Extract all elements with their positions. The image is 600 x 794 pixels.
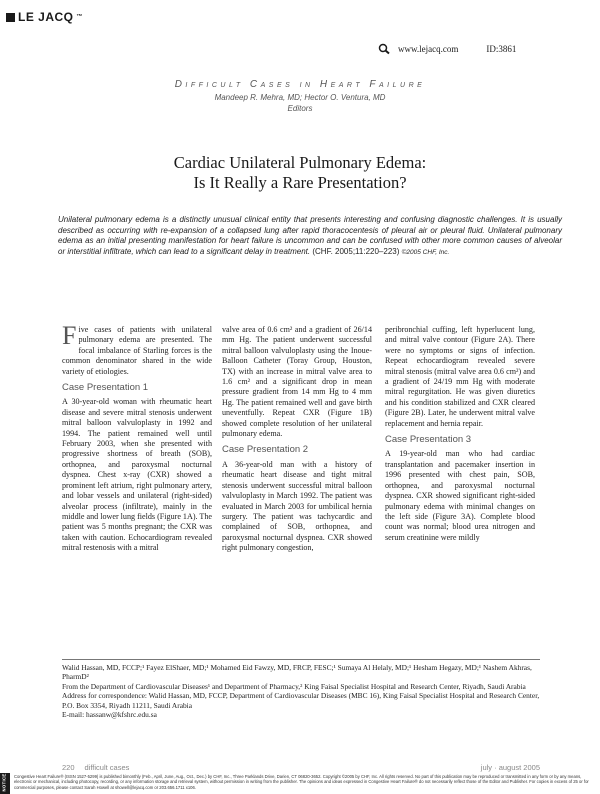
article-title-line2: Is It Really a Rare Presentation? bbox=[193, 173, 407, 192]
affiliation-from: From the Department of Cardiovascular Diseases¹ and Department of Pharmacy,² King Faisal Specialist Hospital and Research Center, Riyadh, Saudi Arabia bbox=[62, 681, 526, 691]
magnifier-icon bbox=[378, 43, 392, 55]
article-id: ID:3861 bbox=[486, 44, 517, 54]
publisher-logo bbox=[6, 10, 83, 24]
series-title: Difficult Cases in Heart Failure bbox=[174, 79, 426, 90]
notice-label-box bbox=[0, 773, 10, 794]
case2-text: A 36-year-old man with a history of rheumatic heart disease and tight mitral stenosis underwent successful mitral balloon valvuloplasty in March 1992. The patient was evaluated in March 2003 for umbilical hernia surgery. The patient was tachycardic and complained of SOB, orthopnea, and paroxysmal nocturnal dyspnea. CXR showed right pulmonary congestion, bbox=[222, 459, 372, 553]
body-column-2 bbox=[222, 325, 372, 554]
article-title bbox=[0, 153, 600, 193]
publisher-name: LE JACQ bbox=[18, 10, 74, 24]
abstract-citation: (CHF. 2005;11:220–223) bbox=[312, 246, 400, 256]
author-list: Walid Hassan, MD, FCCP;¹ Fayez ElShaer, MD;¹ Mohamed Eid Fawzy, MD, FRCP, FESC;¹ Sumaya Al Helaly, MD;¹ Hesham Hegazy, MD;¹ Nashem Akhras, PharmD² bbox=[62, 663, 532, 682]
series-editors-label: Editors bbox=[287, 104, 313, 113]
abstract-text: Unilateral pulmonary edema is a distinctly unusual clinical entity that presents interesting and confusing diagnostic challenges. It is usually described as occurring with re-expansion of a collapsed lung after rapid thoracocentesis of pleural air or pleural fluid. Unilateral pulmonary edema as an initial presenting manifestation for heart failure is uncommon and can be confused with other more common causes of alveolar or interstitial infiltrate, which can lead to a significant delay in treatment. bbox=[58, 215, 562, 256]
footer-section: difficult cases bbox=[84, 763, 130, 772]
case2-heading: Case Presentation 2 bbox=[222, 444, 309, 456]
series-header bbox=[0, 79, 600, 113]
affiliations bbox=[62, 659, 540, 719]
case2-continued: peribronchial cuffing, left hyperlucent lung, and mitral valve contour (Figure 2A). There were no symptoms or signs of infection. Repeat echocardiogram revealed severe mitral stenosis (mitral valve area 0.6 cm²) and a gradient of 24/19 mm Hg with moderate mitral regurgitation. He was given diuretics and his condition stabilized and CXR cleared (Figure 2B). Later, he underwent mitral valve replacement and hernia repair. bbox=[385, 325, 535, 428]
page-footer bbox=[62, 763, 540, 772]
series-editors: Mandeep R. Mehra, MD; Hector O. Ventura, MD bbox=[214, 93, 386, 102]
drop-cap: F bbox=[62, 321, 77, 350]
abstract bbox=[58, 215, 562, 258]
case1-continued: valve area of 0.6 cm² and a gradient of 26/14 mm Hg. The patient underwent successful mitral balloon valvuloplasty using the Inoue-Balloon Catheter (Toray Group, Houston, TX) with an increase in mitral valve area to 1.6 cm² and a significant drop in mean pressure gradient from 14 mm Hg to 4 mm Hg. The patient remained well and gave birth uneventfully. Repeat CXR (Figure 1B) showed complete resolution of her unilateral pulmonary edema. bbox=[222, 325, 372, 439]
intro-paragraph bbox=[62, 321, 212, 377]
header-meta bbox=[378, 43, 516, 55]
notice-label: NOTICE bbox=[1, 773, 7, 792]
case1-heading: Case Presentation 1 bbox=[62, 382, 149, 394]
trademark: ™ bbox=[76, 14, 84, 20]
logo-square-icon bbox=[6, 13, 15, 22]
case1-text: A 30-year-old woman with rheumatic heart disease and severe mitral stenosis underwent mitral balloon valvuloplasty in 1992 and 1994. The patient remained well until February 2003, when she presented with progressive shortness of breath (SOB), orthopnea, and paroxysmal nocturnal dyspnea. Chest x-ray (CXR) showed a prominent left atrium, right pulmonary artery, and lobar vessels and unilateral (right-sided) alveolar process (infiltrate), mainly in the middle and lower lung fields (Figure 1A). The patient was 5 months pregnant; the CXR was taken with caution. Echocardiogram revealed mitral restenosis with a mitral bbox=[62, 397, 213, 553]
case3-text: A 19-year-old man who had cardiac transplantation and pacemaker insertion in 1996 presented with chest pain, SOB, orthopnea, and paroxysmal nocturnal dyspnea. CXR showed significant right-sided pulmonary edema with minimal changes on the left side (Figure 3A). Complete blood count was normal; blood urea nitrogen and serum creatinine were mildly bbox=[385, 449, 535, 542]
correspondence-email[interactable]: E-mail: hassanw@kfshrc.edu.sa bbox=[62, 710, 157, 720]
correspondence-address: Address for correspondence: Walid Hassan, MD, FCCP, Department of Cardiovascular Diseases (MBC 16), King Faisal Specialist Hospital and Research Center, P.O. Box 3354, Riyadh 11211, Saudi Arabia bbox=[62, 691, 540, 710]
article-title-line1: Cardiac Unilateral Pulmonary Edema: bbox=[173, 153, 427, 172]
body-column-1 bbox=[62, 321, 213, 554]
body-column-3 bbox=[385, 325, 535, 543]
notice-bar bbox=[0, 773, 600, 794]
page-number: 220 bbox=[62, 763, 75, 772]
website-url[interactable]: www.lejacq.com bbox=[398, 44, 459, 54]
intro-text: ive cases of patients with unilateral pulmonary edema are presented. The focal imbalance of Starling forces is the common denominator shared in the wide variety of etiologies. bbox=[62, 325, 212, 376]
case3-heading: Case Presentation 3 bbox=[385, 434, 472, 446]
abstract-copyright: ©2005 CHF, Inc. bbox=[401, 248, 450, 256]
footer-issue: july · august 2005 bbox=[480, 763, 540, 772]
notice-text: Congestive Heart Failure® (ISSN 1527-5299) is published bimonthly (Feb., April, June, Aug., Oct., Dec.) by CHF, Inc., Three Parklands Drive, Darien, CT 06820-3652. Copyright ©2005 by CHF, Inc. All rights reserved. No part of this publication may be reproduced or transmitted in any form or by any means, electronic or mechanical, including photocopy, recording, or any information storage and retrieval system, without permission in writing from the publisher. The opinions and ideas expressed in Congestive Heart Failure® do not necessarily reflect those of the Editor and Publisher. For copies in excess of 25 or for commercial purposes, please contact Sarah Howell at showell@lejacq.com or 203.656.1711 x106. bbox=[14, 774, 589, 790]
